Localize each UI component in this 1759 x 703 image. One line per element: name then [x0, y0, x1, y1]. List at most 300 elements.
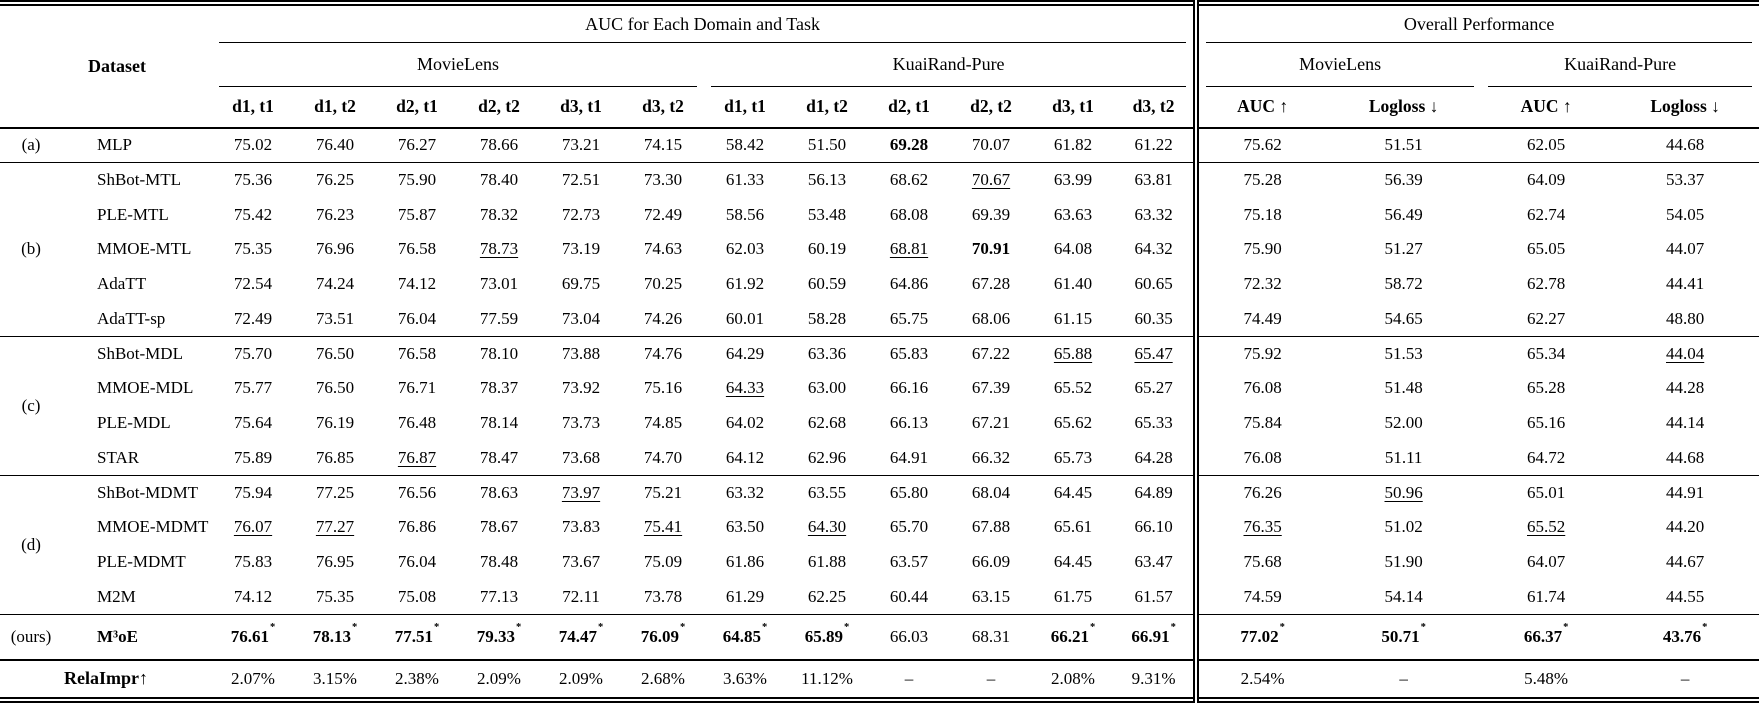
table-row [0, 371, 1759, 406]
metric-cell [376, 406, 458, 441]
model-name: PLE-MDMT [97, 552, 186, 572]
metric-value: 78.48 [479, 552, 519, 572]
metric-value: 78.66 [479, 135, 519, 155]
metric-cell [622, 302, 704, 337]
metric-cell [376, 441, 458, 476]
metric-value: 62.25 [807, 586, 847, 606]
metric-value: 51.53 [1384, 343, 1423, 363]
table-row [0, 476, 1759, 511]
metric-value: 76.56 [397, 482, 437, 502]
metric-cell [786, 406, 868, 441]
metric-value: 76.40 [315, 135, 355, 155]
metric-cell [868, 406, 950, 441]
model-name: ShBot-MDMT [97, 482, 199, 502]
metric-value: 66.09 [971, 552, 1011, 572]
metric-value: 74.76 [643, 343, 683, 363]
metric-cell [294, 371, 376, 406]
metric-cell [540, 371, 622, 406]
metric-cell [1196, 163, 1326, 198]
relaimpr-cell: 2.68% [641, 668, 685, 688]
model-name: AdaTT-sp [97, 308, 166, 328]
table-row [0, 337, 1759, 372]
metric-cell [622, 615, 704, 660]
metric-value: 44.67 [1666, 552, 1705, 572]
relaimpr-label: RelaImpr↑ [64, 668, 148, 689]
metric-value: 65.70 [889, 517, 929, 537]
metric-cell [704, 545, 786, 580]
metric-cell [1032, 615, 1114, 660]
table-row [0, 267, 1759, 302]
metric-value: 72.54 [233, 274, 273, 294]
metric-cell [1114, 545, 1196, 580]
metric-cell [294, 163, 376, 198]
col-header-1: d1, t2 [314, 96, 356, 117]
metric-cell [294, 476, 376, 511]
metric-value: 65.52 [1053, 378, 1093, 398]
metric-cell [458, 476, 540, 511]
col-header-2: d2, t1 [396, 96, 438, 117]
metric-cell [950, 302, 1032, 337]
col-header-12: AUC ↑ [1196, 87, 1326, 128]
metric-value: 76.61 [230, 626, 269, 646]
metric-value: 61.29 [725, 586, 765, 606]
metric-value: 66.32 [971, 447, 1011, 467]
metric-value: 51.27 [1384, 239, 1423, 259]
metric-value: 61.74 [1527, 586, 1566, 606]
metric-cell [458, 510, 540, 545]
metric-value: 61.86 [725, 552, 765, 572]
metric-cell [1032, 267, 1114, 302]
metric-value: 75.02 [233, 135, 273, 155]
metric-value: 70.91 [971, 239, 1011, 259]
metric-value: 76.35 [1243, 517, 1282, 537]
metric-value: 78.73 [479, 239, 519, 259]
metric-cell [294, 267, 376, 302]
metric-cell [704, 615, 786, 660]
metric-cell [540, 545, 622, 580]
metric-cell [1326, 545, 1481, 580]
metric-cell [458, 580, 540, 615]
metric-cell [1481, 476, 1611, 511]
method-group-a [0, 128, 1759, 163]
metric-cell [1032, 510, 1114, 545]
metric-value: 73.68 [561, 447, 601, 467]
metric-cell [1481, 198, 1611, 233]
model-name: M³oE [97, 626, 138, 646]
metric-cell [1196, 302, 1326, 337]
group-label: (a) [21, 135, 41, 155]
metric-value: 66.37 [1523, 626, 1563, 646]
metric-cell [458, 337, 540, 372]
metric-cell [458, 441, 540, 476]
metric-value: 73.19 [561, 239, 601, 259]
metric-cell [868, 302, 950, 337]
metric-value: 78.40 [479, 170, 519, 190]
metric-value: 75.35 [233, 239, 273, 259]
col-header-5: d3, t2 [642, 96, 684, 117]
metric-value: 76.08 [1243, 447, 1282, 467]
metric-cell [868, 163, 950, 198]
relaimpr-cell: 2.54% [1196, 660, 1326, 700]
metric-value: 76.50 [315, 378, 355, 398]
metric-value: 64.45 [1053, 482, 1093, 502]
significance-star: * [680, 622, 686, 634]
significance-star: * [1702, 622, 1708, 634]
metric-value: 75.36 [233, 170, 273, 190]
metric-value: 51.51 [1384, 135, 1423, 155]
metric-cell [1326, 580, 1481, 615]
metric-value: 75.77 [233, 378, 273, 398]
metric-cell [212, 510, 294, 545]
metric-cell [1481, 406, 1611, 441]
metric-value: 74.70 [643, 447, 683, 467]
metric-cell [294, 615, 376, 660]
metric-value: 62.68 [807, 413, 847, 433]
metric-value: 51.48 [1384, 378, 1423, 398]
metric-cell [1481, 441, 1611, 476]
metric-cell [540, 510, 622, 545]
metric-value: 78.13 [312, 626, 351, 646]
metric-cell [622, 441, 704, 476]
metric-value: 78.63 [479, 482, 519, 502]
metric-value: 75.21 [643, 482, 683, 502]
metric-cell [1326, 302, 1481, 337]
relaimpr-row [0, 660, 1759, 700]
metric-cell [458, 163, 540, 198]
metric-value: 65.88 [1053, 343, 1093, 363]
col-header-4: d3, t1 [560, 96, 602, 117]
metric-value: 65.27 [1134, 378, 1173, 398]
metric-cell [212, 198, 294, 233]
metric-value: 73.01 [479, 274, 519, 294]
metric-value: 53.48 [807, 204, 847, 224]
metric-cell [622, 267, 704, 302]
significance-star: * [1090, 622, 1096, 634]
metric-value: 75.84 [1243, 413, 1282, 433]
table-row [0, 510, 1759, 545]
metric-cell [1114, 406, 1196, 441]
metric-cell [1196, 580, 1326, 615]
metric-cell [212, 615, 294, 660]
group-label: (ours) [10, 626, 52, 646]
group-label: (b) [21, 239, 41, 259]
metric-cell [868, 615, 950, 660]
metric-cell [622, 198, 704, 233]
metric-cell [950, 371, 1032, 406]
metric-value: 78.37 [479, 378, 519, 398]
metric-value: 65.62 [1053, 413, 1093, 433]
header-auc-section: AUC for Each Domain and Task [212, 3, 1196, 43]
metric-cell [704, 232, 786, 267]
relaimpr-cell: 5.48% [1524, 668, 1569, 688]
metric-cell [868, 476, 950, 511]
metric-value: 61.22 [1134, 135, 1173, 155]
metric-cell [458, 267, 540, 302]
metric-value: 51.90 [1384, 552, 1423, 572]
metric-cell [212, 163, 294, 198]
significance-star: * [270, 622, 276, 634]
metric-cell [704, 371, 786, 406]
metric-value: 76.58 [397, 239, 437, 259]
significance-star: * [516, 622, 522, 634]
metric-cell [1114, 371, 1196, 406]
metric-cell [1032, 337, 1114, 372]
metric-value: 74.26 [643, 308, 683, 328]
significance-star: * [1170, 622, 1176, 634]
metric-value: 63.99 [1053, 170, 1093, 190]
metric-value: 51.02 [1384, 517, 1423, 537]
metric-cell [1326, 267, 1481, 302]
metric-value: 76.19 [315, 413, 355, 433]
metric-cell [540, 406, 622, 441]
metric-value: 66.21 [1050, 626, 1089, 646]
metric-cell [1196, 406, 1326, 441]
metric-cell [704, 198, 786, 233]
metric-cell [1481, 615, 1611, 660]
model-name: MMOE-MDL [97, 378, 194, 398]
metric-value: 64.08 [1053, 239, 1093, 259]
metric-value: 68.08 [889, 204, 929, 224]
method-group-d [0, 476, 1759, 615]
table-row [0, 232, 1759, 267]
metric-value: 67.88 [971, 517, 1011, 537]
metric-cell [950, 580, 1032, 615]
relaimpr-cell: – [1680, 668, 1690, 688]
metric-value: 74.24 [315, 274, 355, 294]
metric-value: 73.73 [561, 413, 601, 433]
metric-value: 75.68 [1243, 552, 1282, 572]
metric-value: 76.07 [233, 517, 273, 537]
metric-value: 77.51 [394, 626, 433, 646]
metric-value: 63.15 [971, 586, 1011, 606]
metric-cell [1114, 337, 1196, 372]
metric-cell [786, 163, 868, 198]
metric-cell [1196, 476, 1326, 511]
relaimpr-cell: – [904, 668, 914, 688]
metric-value: 72.51 [561, 170, 601, 190]
metric-value: 77.02 [1240, 626, 1279, 646]
metric-value: 66.13 [889, 413, 929, 433]
metric-cell [704, 267, 786, 302]
model-name: MMOE-MTL [97, 239, 192, 259]
metric-cell [1114, 302, 1196, 337]
metric-cell [786, 267, 868, 302]
metric-value: 60.35 [1134, 308, 1173, 328]
metric-value: 60.65 [1134, 274, 1173, 294]
metric-cell [868, 545, 950, 580]
metric-cell [294, 545, 376, 580]
significance-star: * [1420, 622, 1426, 634]
metric-cell [786, 128, 868, 163]
metric-cell [1114, 580, 1196, 615]
metric-value: 64.28 [1134, 447, 1173, 467]
metric-cell [950, 545, 1032, 580]
metric-cell [1032, 406, 1114, 441]
relaimpr-cell: 2.09% [477, 668, 521, 688]
metric-cell [1114, 510, 1196, 545]
metric-value: 67.28 [971, 274, 1011, 294]
metric-cell [1611, 510, 1759, 545]
header-overall-kuairand: KuaiRand-Pure [1481, 43, 1759, 87]
metric-value: 75.28 [1243, 170, 1282, 190]
metric-value: 63.81 [1134, 170, 1173, 190]
significance-star: * [434, 622, 440, 634]
metric-cell [622, 163, 704, 198]
metric-cell [1196, 337, 1326, 372]
metric-value: 50.96 [1384, 482, 1423, 502]
metric-cell [704, 163, 786, 198]
metric-value: 75.62 [1243, 135, 1282, 155]
metric-value: 72.73 [561, 204, 601, 224]
metric-value: 76.26 [1243, 482, 1282, 502]
metric-cell [294, 580, 376, 615]
metric-cell [376, 371, 458, 406]
relaimpr-cell: 11.12% [801, 668, 853, 688]
metric-value: 76.86 [397, 517, 437, 537]
metric-value: 61.40 [1053, 274, 1093, 294]
col-header-7: d1, t2 [806, 96, 848, 117]
metric-value: 76.96 [315, 239, 355, 259]
col-header-11: d3, t2 [1132, 96, 1175, 117]
metric-cell [1481, 128, 1611, 163]
metric-cell [704, 441, 786, 476]
metric-value: 73.88 [561, 343, 601, 363]
metric-value: 78.67 [479, 517, 519, 537]
metric-value: 68.62 [889, 170, 929, 190]
metric-value: 76.58 [397, 343, 437, 363]
col-header-15: Logloss ↓ [1650, 96, 1720, 117]
metric-cell [1032, 198, 1114, 233]
metric-cell [376, 128, 458, 163]
significance-star: * [762, 622, 768, 634]
metric-cell [950, 510, 1032, 545]
metric-cell [376, 232, 458, 267]
metric-cell [786, 510, 868, 545]
metric-cell [1032, 476, 1114, 511]
metric-cell [376, 267, 458, 302]
metric-value: 76.48 [397, 413, 437, 433]
metric-value: 44.41 [1666, 274, 1705, 294]
model-name: STAR [97, 447, 140, 467]
metric-value: 76.95 [315, 552, 355, 572]
metric-value: 64.91 [889, 447, 929, 467]
metric-value: 76.27 [397, 135, 437, 155]
method-group-b [0, 163, 1759, 337]
metric-cell [1114, 232, 1196, 267]
metric-value: 64.72 [1527, 447, 1566, 467]
model-name: MLP [97, 135, 132, 155]
metric-value: 77.25 [315, 482, 355, 502]
metric-cell [786, 580, 868, 615]
metric-cell [622, 337, 704, 372]
metric-value: 76.87 [397, 447, 437, 467]
metric-value: 60.01 [725, 308, 765, 328]
metric-cell [1611, 302, 1759, 337]
metric-value: 75.90 [397, 170, 437, 190]
model-name: M2M [97, 586, 136, 606]
col-header-14: AUC ↑ [1520, 96, 1572, 117]
metric-cell [1114, 198, 1196, 233]
metric-value: 48.80 [1666, 308, 1705, 328]
metric-value: 75.83 [233, 552, 273, 572]
group-label: (c) [21, 395, 41, 415]
table-row [0, 580, 1759, 615]
metric-value: 75.18 [1243, 204, 1282, 224]
metric-value: 64.45 [1053, 552, 1093, 572]
metric-cell [294, 302, 376, 337]
metric-value: 64.33 [725, 378, 765, 398]
metric-value: 60.59 [807, 274, 847, 294]
metric-cell [1326, 371, 1481, 406]
metric-value: 43.76 [1662, 626, 1702, 646]
metric-cell [1611, 441, 1759, 476]
metric-cell [1114, 163, 1196, 198]
metric-cell [622, 545, 704, 580]
metric-cell [1032, 580, 1114, 615]
col-header-13: Logloss ↓ [1368, 96, 1439, 117]
metric-cell [1611, 128, 1759, 163]
metric-cell [540, 163, 622, 198]
col-header-3: d2, t2 [478, 96, 520, 117]
metric-cell [704, 510, 786, 545]
metric-value: 74.59 [1243, 586, 1282, 606]
col-header-8: d2, t1 [888, 96, 930, 117]
metric-cell [1481, 545, 1611, 580]
metric-cell [376, 163, 458, 198]
metric-cell [950, 337, 1032, 372]
metric-cell [868, 128, 950, 163]
relaimpr-cell: 2.38% [395, 668, 439, 688]
metric-value: 60.19 [807, 239, 847, 259]
metric-cell [1611, 615, 1759, 660]
header-dataset-kuairand: KuaiRand-Pure [704, 43, 1196, 87]
metric-cell [1114, 441, 1196, 476]
metric-cell [294, 198, 376, 233]
metric-value: 62.03 [725, 239, 765, 259]
metric-cell [212, 302, 294, 337]
metric-cell [458, 406, 540, 441]
metric-value: 67.22 [971, 343, 1011, 363]
table-header [0, 3, 1759, 128]
metric-cell [212, 545, 294, 580]
metric-value: 76.25 [315, 170, 355, 190]
metric-cell [1196, 441, 1326, 476]
relaimpr-cell: – [986, 668, 996, 688]
metric-cell [376, 337, 458, 372]
metric-cell [786, 302, 868, 337]
metric-value: 75.64 [233, 413, 273, 433]
metric-value: 63.63 [1053, 204, 1093, 224]
metric-cell [1326, 163, 1481, 198]
model-name: ShBot-MDL [97, 343, 183, 363]
metric-value: 64.30 [807, 517, 847, 537]
metric-cell [1032, 441, 1114, 476]
metric-cell [868, 232, 950, 267]
metric-cell [1611, 371, 1759, 406]
metric-cell [1196, 232, 1326, 267]
metric-value: 61.92 [725, 274, 765, 294]
metric-value: 44.68 [1666, 135, 1705, 155]
metric-cell [1611, 406, 1759, 441]
metric-cell [1611, 337, 1759, 372]
header-overall-section: Overall Performance [1196, 3, 1759, 43]
metric-value: 76.71 [397, 378, 437, 398]
metric-value: 65.61 [1053, 517, 1093, 537]
metric-cell [622, 371, 704, 406]
metric-value: 70.67 [971, 170, 1011, 190]
metric-cell [1481, 371, 1611, 406]
metric-value: 64.12 [725, 447, 765, 467]
